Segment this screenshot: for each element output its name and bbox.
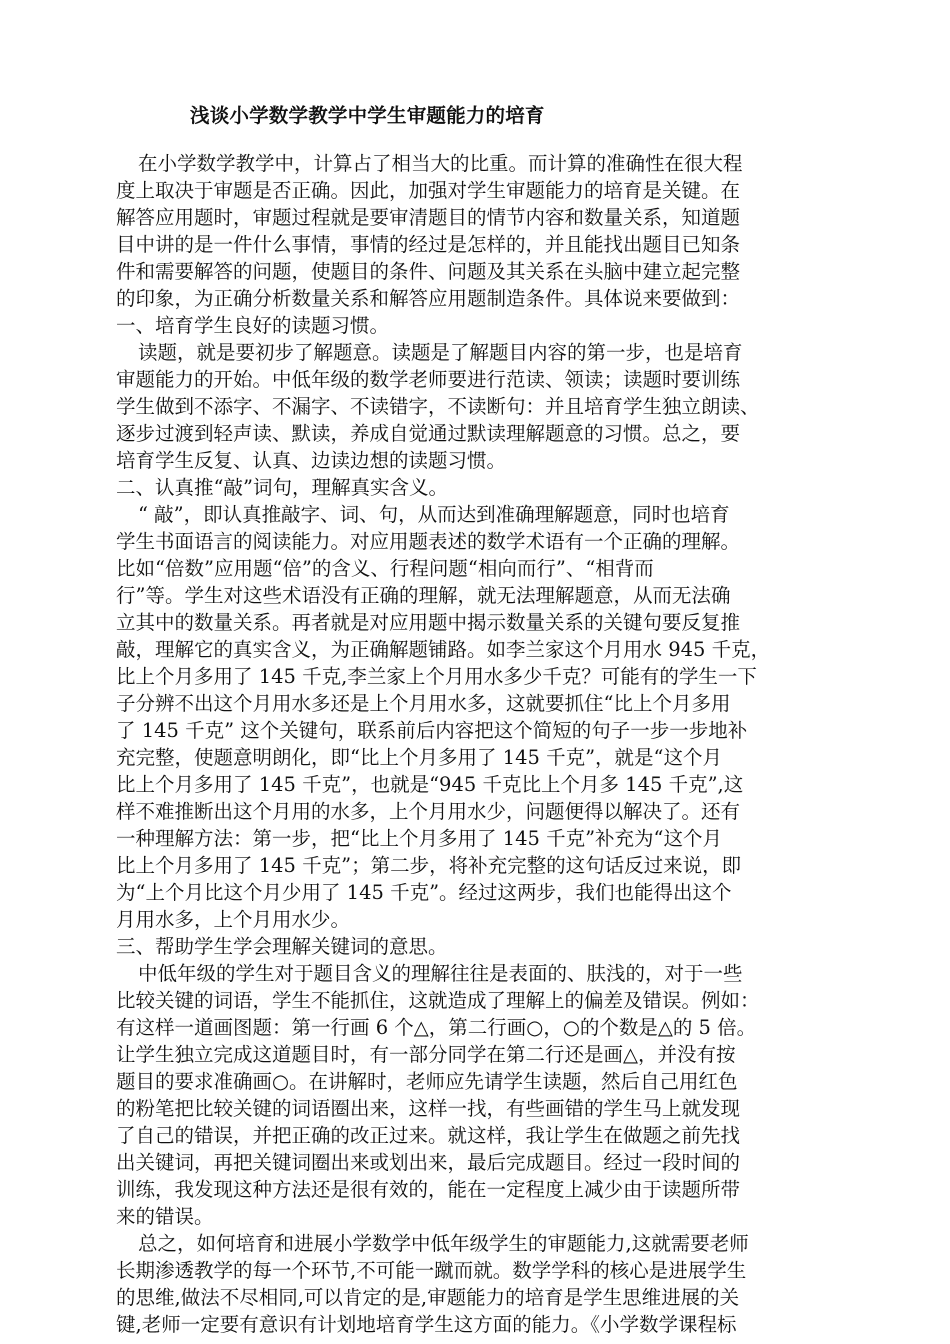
text-line: 比上个月多用了 145 千克”；第二步，将补充完整的这句话反过来说，即 (116, 854, 742, 877)
text-line: 学生书面语言的阅读能力。对应用题表述的数学术语有一个正确的理解。 (116, 530, 741, 553)
text-line: 有这样一道画图题：第一行画 6 个△，第二行画○，○的个数是△的 5 倍。 (116, 1016, 757, 1039)
text-line: 度上取决于审题是否正确。因此，加强对学生审题能力的培育是关键。在 (116, 179, 741, 202)
text-line: 一、培育学生良好的读题习惯。 (116, 314, 390, 337)
text-line: 一种理解方法：第一步，把“比上个月多用了 145 千克”补充为“这个月 (116, 827, 723, 850)
text-line: 二、认真推“敲”词句，理解真实含义。 (116, 476, 448, 499)
text-line: 件和需要解答的问题，使题目的条件、问题及其关系在头脑中建立起完整 (116, 260, 741, 283)
text-line: 三、帮助学生学会理解关键词的意思。 (116, 935, 448, 958)
document-body (116, 150, 856, 1338)
text-line: 读题，就是要初步了解题意。读题是了解题目内容的第一步，也是培育 (138, 341, 743, 364)
text-line: 解答应用题时，审题过程就是要审清题目的情节内容和数量关系，知道题 (116, 206, 741, 229)
text-line: 敲，理解它的真实含义，为正确解题铺路。如李兰家这个月用水 945 千克， (116, 638, 771, 661)
text-line: 样不难推断出这个月用的水多，上个月用水少，问题便得以解决了。还有 (116, 800, 741, 823)
text-line: 了 145 千克” 这个关键句，联系前后内容把这个简短的句子一步一步地补 (116, 719, 748, 742)
text-line: 的印象，为正确分析数量关系和解答应用题制造条件。具体说来要做到： (116, 287, 741, 310)
text-line: 学生做到不添字、不漏字、不读错字，不读断句：并且培育学生独立朗读、 (116, 395, 760, 418)
text-line: 的粉笔把比较关键的词语圈出来，这样一找，有些画错的学生马上就发现 (116, 1097, 741, 1120)
text-line: 充完整，使题意明朗化，即“比上个月多用了 145 千克”，就是“这个月 (116, 746, 723, 769)
text-line: 子分辨不出这个月用水多还是上个月用水多，这就要抓住“比上个月多用 (116, 692, 731, 715)
text-line: 了自己的错误，并把正确的改正过来。就这样，我让学生在做题之前先找 (116, 1124, 741, 1147)
text-line: 审题能力的开始。中低年级的数学老师要进行范读、领读；读题时要训练 (116, 368, 741, 391)
text-line: 月用水多，上个月用水少。 (116, 908, 351, 931)
text-line: 总之，如何培育和进展小学数学中低年级学生的审题能力,这就需要老师 (138, 1232, 749, 1255)
text-line: 培育学生反复、认真、边读边想的读题习惯。 (116, 449, 507, 472)
text-line: 让学生独立完成这道题目时，有一部分同学在第二行还是画△，并没有按 (116, 1043, 736, 1066)
text-line: 比上个月多用了 145 千克,李兰家上个月用水多少千克？可能有的学生一下 (116, 665, 757, 688)
text-line: 目中讲的是一件什么事情，事情的经过是怎样的，并且能找出题目已知条 (116, 233, 741, 256)
text-line: 比如“倍数”应用题“倍”的含义、行程问题“相向而行”、“相背而 (116, 557, 654, 580)
text-line: 立其中的数量关系。再者就是对应用题中揭示数量关系的关键句要反复推 (116, 611, 741, 634)
text-line: 行”等。学生对这些术语没有正确的理解，就无法理解题意，从而无法确 (116, 584, 731, 607)
text-line: 比上个月多用了 145 千克”，也就是“945 千克比上个月多 145 千克”,这 (116, 773, 744, 796)
text-line: “ 敲”，即认真推敲字、词、句，从而达到准确理解题意，同时也培育 (138, 503, 730, 526)
text-line: 的思维,做法不尽相同,可以肯定的是,审题能力的培育是学生思维进展的关 (116, 1286, 740, 1309)
text-line: 训练，我发现这种方法还是很有效的，能在一定程度上减少由于读题所带 (116, 1178, 741, 1201)
text-line: 长期渗透教学的每一个环节,不可能一蹴而就。数学学科的核心是进展学生 (116, 1259, 747, 1282)
text-line: 为“上个月比这个月少用了 145 千克”。经过这两步，我们也能得出这个 (116, 881, 732, 904)
text-line: 比较关键的词语，学生不能抓住，这就造成了理解上的偏差及错误。例如： (116, 989, 760, 1012)
text-line: 题目的要求准确画○。在讲解时，老师应先请学生读题，然后自己用红色 (116, 1070, 738, 1093)
text-line: 来的错误。 (116, 1205, 214, 1228)
text-line: 逐步过渡到轻声读、默读，养成自觉通过默读理解题意的习惯。总之，要 (116, 422, 741, 445)
text-line: 键,老师一定要有意识有计划地培育学生这方面的能力。《小学数学课程标 (116, 1313, 737, 1336)
text-line: 中低年级的学生对于题目含义的理解往往是表面的、肤浅的，对于一些 (138, 962, 743, 985)
text-line: 在小学数学教学中，计算占了相当大的比重。而计算的准确性在很大程 (138, 152, 743, 175)
document-title: 浅谈小学数学教学中学生审题能力的培育 (190, 104, 545, 127)
text-line: 出关键词，再把关键词圈出来或划出来，最后完成题目。经过一段时间的 (116, 1151, 741, 1174)
